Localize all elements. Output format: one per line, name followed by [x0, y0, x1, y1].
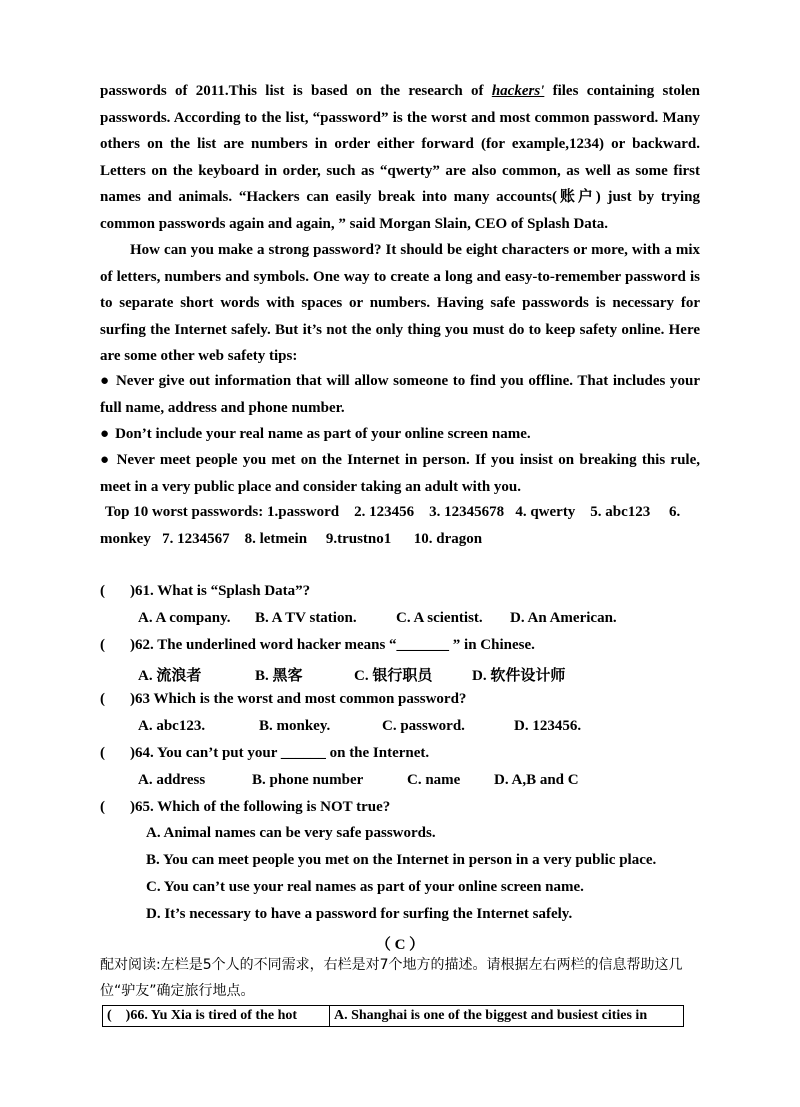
question-text: )63 Which is the worst and most common password?	[130, 691, 467, 707]
bullet-item-3	[100, 447, 700, 500]
answer-paren: (	[100, 691, 105, 707]
question-text: )61. What is “Splash Data”?	[130, 583, 311, 599]
matching-left-cell: ( )66. Yu Xia is tired of the hot	[103, 1006, 330, 1026]
p1-text-start: passwords of 2011.This list is based on the research of	[100, 83, 492, 99]
question-62-options	[138, 664, 698, 684]
section-c-instruction: 配对阅读:左栏是5个人的不同需求，右栏是对7个地方的描述。请根据左右两栏的信息帮助这几位“驴友”确定旅行地点。	[100, 957, 683, 999]
question-64-options	[138, 772, 698, 792]
bullet-item-1	[100, 368, 700, 421]
option-d: D. 软件设计师	[472, 668, 566, 684]
option-a: A. abc123.	[138, 718, 206, 734]
bullet-text: Never give out information that will allow someone to find you offline. That includes your full name, address and phone number.	[100, 373, 701, 416]
option-c: C. A scientist.	[396, 610, 483, 626]
bullet-symbol: ●	[100, 373, 110, 389]
option-c: C. 银行职员	[354, 668, 433, 684]
passage-paragraph-2: How can you make a strong password? It should be eight characters or more, with a mix of letters, numbers and symbols. One way to create a long and easy-to-remember password is to separate short words with spaces or numbers. Having safe passwords is necessary for surfing the Internet safely. But it’s not the only thing you must do to keep safety online. Here are some other web safety tips:	[100, 242, 700, 364]
option-a: A. 流浪者	[138, 668, 202, 684]
option-d: D. 123456.	[514, 718, 582, 734]
bullet-symbol: ●	[100, 452, 111, 468]
option-d: D. An American.	[510, 610, 617, 626]
answer-paren: (	[100, 637, 105, 653]
statement-a: A. Animal names can be very safe passwords.	[146, 825, 436, 841]
answer-paren: (	[100, 745, 105, 761]
question-text: )65. Which of the following is NOT true?	[130, 799, 391, 815]
p1-text-end: files containing stolen passwords. According to the list, “password” is the worst and most common password. Many others on the list are numbers in order either forward (for example,1234) or backward. Letters on the keyboard in order, such as “qwerty” are also common, as well as some first names and animals. “Hackers can easily break into many accounts(账户) just by trying common passwords again and again, ” said Morgan Slain, CEO of Splash Data.	[100, 83, 700, 232]
question-64	[100, 745, 429, 762]
option-b: B. phone number	[252, 772, 364, 788]
bullet-text: Never meet people you met on the Internet in person. If you insist on breaking this rule, meet in a very public place and consider taking an adult with you.	[100, 452, 700, 495]
matching-table-row	[102, 1005, 684, 1027]
statement-b: B. You can meet people you met on the Internet in person in a very public place.	[146, 852, 657, 868]
top10-line-2: monkey 7. 1234567 8. letmein 9.trustno1 10. dragon	[100, 531, 483, 547]
option-b: B. A TV station.	[255, 610, 357, 626]
bullet-item-2	[100, 421, 700, 448]
question-text: )64. You can’t put your ______ on the Internet.	[130, 745, 430, 761]
option-b: B. 黑客	[255, 668, 303, 684]
answer-paren: (	[100, 799, 105, 815]
option-c: C. password.	[382, 718, 465, 734]
option-c: C. name	[407, 772, 461, 788]
option-a: A. address	[138, 772, 206, 788]
bullet-symbol: ●	[100, 426, 110, 442]
statement-c: C. You can’t use your real names as part of your online screen name.	[146, 879, 584, 895]
bullet-text: Don’t include your real name as part of your online screen name.	[115, 426, 531, 442]
option-a: A. A company.	[138, 610, 231, 626]
question-61	[100, 583, 310, 600]
option-d: D. A,B and C	[494, 772, 579, 788]
question-text: )62. The underlined word hacker means “_______ ” in Chinese.	[130, 637, 535, 653]
statement-d: D. It’s necessary to have a password for surfing the Internet safely.	[146, 906, 573, 922]
question-62	[100, 637, 535, 654]
top10-line-1: Top 10 worst passwords: 1.password 2. 123456 3. 12345678 4. qwerty 5. abc123 6.	[105, 504, 681, 520]
section-c-heading: （ C ）	[375, 937, 425, 953]
question-63	[100, 691, 466, 708]
question-65	[100, 799, 390, 816]
option-b: B. monkey.	[259, 718, 331, 734]
underlined-word-hackers: hackers'	[491, 83, 545, 99]
passage-paragraph-1	[100, 78, 700, 237]
answer-paren: (	[100, 583, 105, 599]
question-61-options	[138, 610, 698, 630]
matching-right-cell: A. Shanghai is one of the biggest and busiest cities in	[334, 1008, 648, 1023]
question-63-options	[138, 718, 698, 738]
